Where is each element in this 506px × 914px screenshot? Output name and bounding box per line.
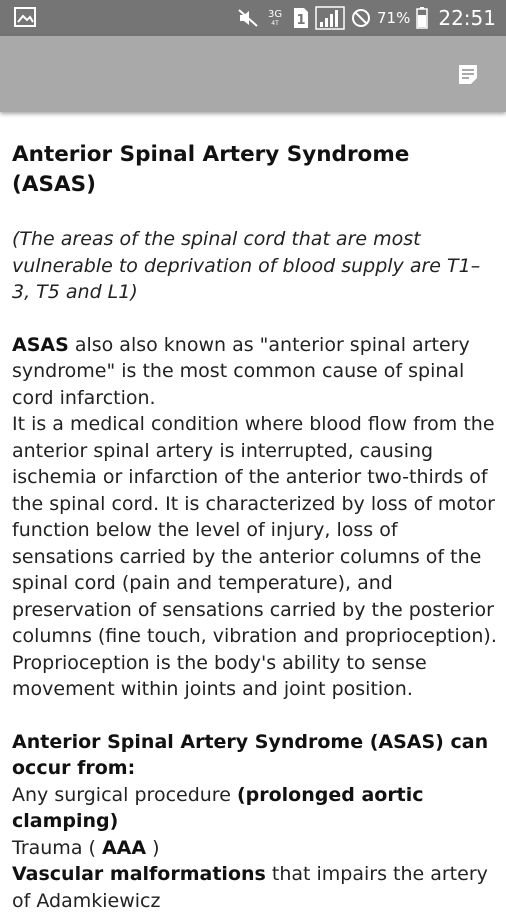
battery-percent: 71%	[377, 9, 411, 27]
definition-text: also also known as "anterior spinal artery syndrome" is the most common cause of spinal cord infarction.	[12, 333, 470, 409]
mute-icon	[237, 8, 259, 28]
app-bar	[0, 36, 506, 112]
status-bar	[0, 0, 506, 36]
cause-item-trauma: Trauma ( AAA )	[12, 836, 160, 859]
cause-item-surgery: Any surgical procedure (prolonged aortic clamping)	[12, 783, 424, 832]
asas-term: ASAS	[12, 333, 69, 356]
notes-icon[interactable]	[456, 62, 480, 86]
article-content	[12, 140, 498, 914]
status-icons	[237, 0, 496, 36]
description-paragraph: It is a medical condition where blood flow from the anterior spinal artery is interrupted, causing ischemia or infarction of the anterior two-thirds of the spinal cord. It is characterized by loss of motor function below the level of injury, loss of sensations carried by the anterior columns of the spinal cord (pain and temperature), and preservation of sensations carried by the posterior columns (fine touch, vibration and proprioception). Proprioception is the body's ability to sense movement within joints and joint position.	[12, 413, 497, 700]
definition-paragraph	[12, 332, 498, 412]
clock: 22:51	[438, 6, 496, 30]
gallery-notification-icon	[14, 7, 36, 27]
intro-note: (The areas of the spinal cord that are most vulnerable to deprivation of blood supply are T1–3, T5 and L1)	[12, 228, 481, 303]
battery-icon	[416, 7, 428, 29]
cause-item-vascular: Vascular malformations that impairs the artery of Adamkiewicz	[12, 863, 488, 912]
network-type-indicator: 3G 4T	[267, 8, 283, 27]
do-not-disturb-icon	[351, 8, 371, 28]
causes-heading: Anterior Spinal Artery Syndrome (ASAS) can occur from:	[12, 730, 489, 779]
article-title: Anterior Spinal Artery Syndrome (ASAS)	[12, 142, 410, 197]
svg-text:1: 1	[296, 13, 306, 28]
signal-strength-icon	[315, 6, 345, 30]
sim-slot-icon	[293, 7, 309, 29]
